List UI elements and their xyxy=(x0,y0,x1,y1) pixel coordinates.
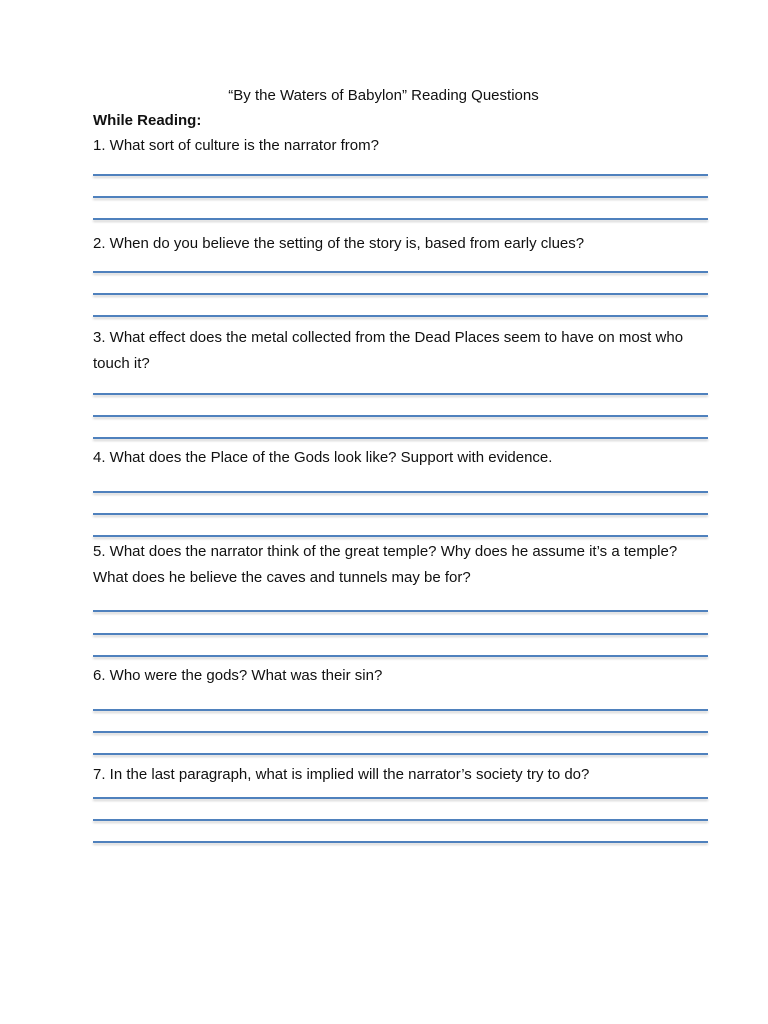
answer-line[interactable] xyxy=(93,535,708,537)
answer-line[interactable] xyxy=(93,655,708,657)
answer-line[interactable] xyxy=(93,437,708,439)
answer-line[interactable] xyxy=(93,731,708,733)
answer-line[interactable] xyxy=(93,753,708,755)
question-6: 6. Who were the gods? What was their sin? xyxy=(93,667,383,684)
answer-line[interactable] xyxy=(93,293,708,295)
answer-line[interactable] xyxy=(93,610,708,612)
answer-line[interactable] xyxy=(93,819,708,821)
answer-line[interactable] xyxy=(93,709,708,711)
answer-line[interactable] xyxy=(93,196,708,198)
answer-line[interactable] xyxy=(93,491,708,493)
answer-line[interactable] xyxy=(93,415,708,417)
answer-line[interactable] xyxy=(93,633,708,635)
section-heading: While Reading: xyxy=(93,112,202,129)
answer-line[interactable] xyxy=(93,271,708,273)
question-3: 3. What effect does the metal collected from the Dead Places seem to have on most who touch it? xyxy=(93,329,684,372)
question-1: 1. What sort of culture is the narrator from? xyxy=(93,137,379,154)
answer-line[interactable] xyxy=(93,513,708,515)
answer-line[interactable] xyxy=(93,393,708,395)
answer-line[interactable] xyxy=(93,841,708,843)
answer-line[interactable] xyxy=(93,315,708,317)
question-4: 4. What does the Place of the Gods look like? Support with evidence. xyxy=(93,449,553,466)
answer-line[interactable] xyxy=(93,174,708,176)
answer-line[interactable] xyxy=(93,797,708,799)
question-5: 5. What does the narrator think of the great temple? Why does he assume it’s a temple? What does he believe the caves and tunnels may be for? xyxy=(93,543,678,586)
question-2: 2. When do you believe the setting of the story is, based from early clues? xyxy=(93,235,585,252)
page-title: “By the Waters of Babylon” Reading Questions xyxy=(228,87,539,104)
answer-line[interactable] xyxy=(93,218,708,220)
question-7: 7. In the last paragraph, what is implied will the narrator’s society try to do? xyxy=(93,766,590,783)
